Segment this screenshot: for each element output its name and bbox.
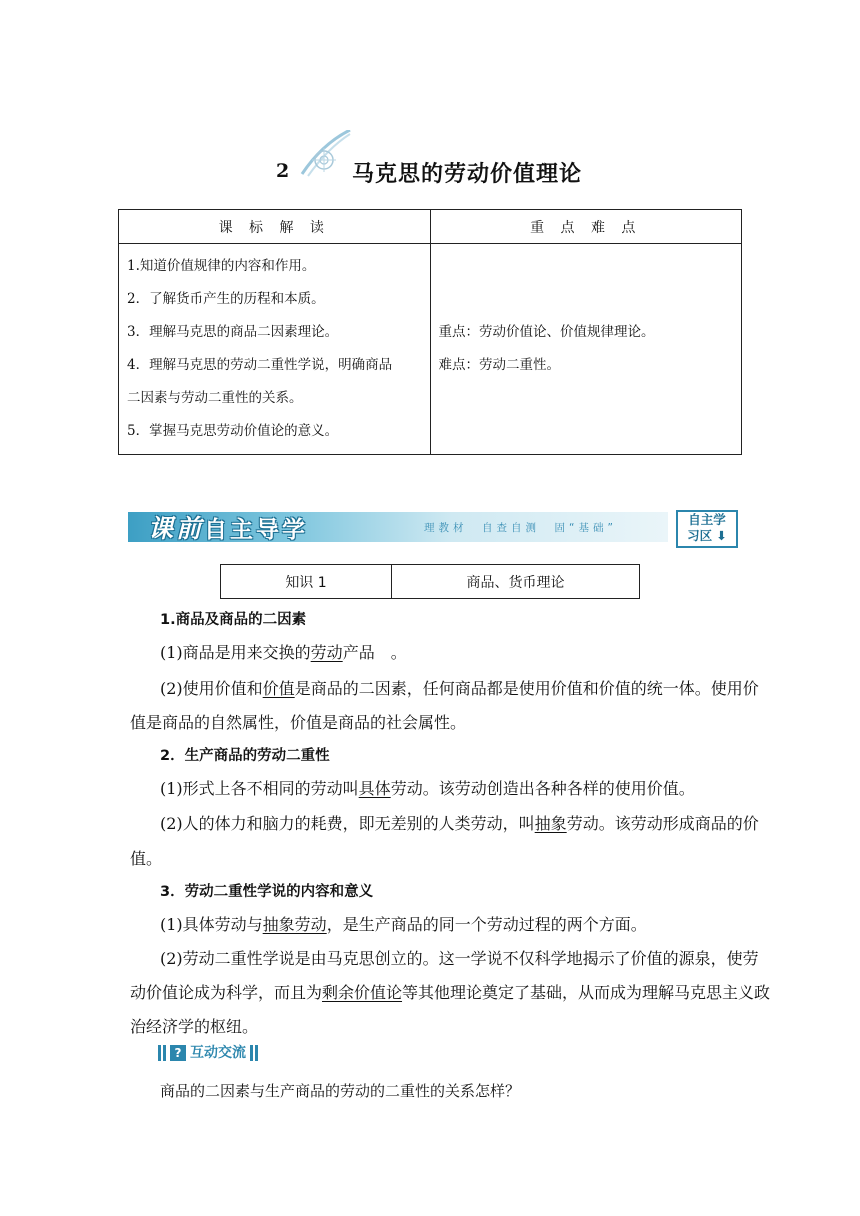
paragraph-continued: 治经济学的枢纽。 — [130, 1017, 259, 1036]
banner-subtitle: 理教材 自查自测 固“基础” — [424, 522, 617, 534]
paragraph — [160, 912, 647, 935]
interaction-label-text: 互动交流 — [190, 1045, 246, 1061]
section-heading: 1.商品及商品的二因素 — [160, 612, 307, 628]
objective-item: 3．理解马克思的商品二因素理论。 — [127, 324, 339, 340]
paragraph — [160, 640, 407, 663]
answer-underlined: 抽象劳动 — [262, 915, 327, 934]
section-heading: 3．劳动二重性学说的内容和意义 — [160, 884, 374, 900]
text-run: 产品 。 — [342, 643, 407, 662]
answer-underlined: 具体 — [358, 779, 391, 798]
interaction-label — [158, 1042, 260, 1062]
answer-underlined: 劳动 — [310, 643, 343, 662]
answer-underlined: 剩余价值论 — [322, 983, 403, 1002]
paragraph-continued: 值是商品的自然属性，价值是商品的社会属性。 — [130, 713, 467, 732]
objectives-header-right: 重 点 难 点 — [430, 210, 741, 244]
banner-title-char: 课 — [148, 514, 177, 543]
answer-underlined: 价值 — [262, 679, 295, 698]
knowledge-label: 知识 1 — [221, 565, 392, 599]
chapter-number: 2 — [276, 160, 290, 182]
section-banner — [128, 506, 736, 546]
objectives-header-left: 课 标 解 读 — [119, 210, 431, 244]
objective-item: 2．了解货币产生的历程和本质。 — [127, 291, 325, 307]
text-run: (2)人的体力和脑力的耗费，即无差别的人类劳动，叫 — [160, 814, 535, 833]
paragraph-continued: 值。 — [130, 849, 163, 868]
text-run: ，是生产商品的同一个劳动过程的两个方面。 — [326, 915, 647, 934]
label-bar — [158, 1045, 161, 1061]
target-decoration-icon — [290, 130, 352, 182]
text-run: (1)具体劳动与 — [160, 915, 263, 934]
interaction-question: 商品的二因素与生产商品的劳动的二重性的关系怎样？ — [160, 1082, 521, 1100]
text-run: 是商品的二因素，任何商品都是使用价值和价值的统一体。使用价 — [294, 679, 759, 698]
banner-title-rest: 自主导学 — [204, 517, 309, 543]
label-bar — [163, 1045, 166, 1061]
text-run: 劳动。该劳动创造出各种各样的使用价值。 — [390, 779, 695, 798]
answer-underlined: 抽象 — [534, 814, 567, 833]
text-run: (1)形式上各不相同的劳动叫 — [160, 779, 359, 798]
objective-item: 二因素与劳动二重性的关系。 — [127, 390, 303, 406]
key-point-item: 重点：劳动价值论、价值规律理论。 — [438, 324, 655, 340]
difficulty-item: 难点：劳动二重性。 — [438, 357, 561, 373]
paragraph-continued — [130, 980, 770, 1003]
banner-title — [148, 509, 308, 545]
badge-line: 习区 ⬇ — [687, 528, 727, 543]
chapter-title: 马克思的劳动价值理论 — [352, 162, 583, 187]
text-run: (2)使用价值和 — [160, 679, 263, 698]
objective-item: 5．掌握马克思劳动价值论的意义。 — [127, 423, 339, 439]
question-icon: ? — [170, 1045, 186, 1061]
objectives-right-cell — [430, 244, 741, 455]
objectives-table — [118, 209, 742, 455]
knowledge-table — [220, 564, 640, 599]
paragraph: (2)劳动二重性学说是由马克思创立的。这一学说不仅科学地揭示了价值的源泉，使劳 — [160, 949, 759, 968]
chapter-header — [0, 130, 860, 190]
label-bar — [250, 1045, 253, 1061]
self-study-badge — [676, 510, 738, 548]
text-run: 动价值论成为科学，而且为 — [130, 983, 323, 1002]
paragraph — [160, 811, 759, 834]
paragraph — [160, 676, 759, 699]
text-run: 等其他理论奠定了基础，从而成为理解马克思主义政 — [402, 983, 771, 1002]
objective-item: 1.知道价值规律的内容和作用。 — [127, 258, 316, 274]
section-heading: 2．生产商品的劳动二重性 — [160, 748, 330, 764]
objective-item: 4．理解马克思的劳动二重性学说，明确商品 — [127, 357, 393, 373]
objectives-left-cell — [119, 244, 431, 455]
label-bar — [255, 1045, 258, 1061]
banner-title-char: 前 — [176, 514, 205, 543]
text-run: 劳动。该劳动形成商品的价 — [566, 814, 759, 833]
knowledge-topic: 商品、货币理论 — [392, 565, 640, 599]
text-run: (1)商品是用来交换的 — [160, 643, 311, 662]
badge-line: 自主学 — [688, 512, 726, 527]
paragraph — [160, 776, 695, 799]
